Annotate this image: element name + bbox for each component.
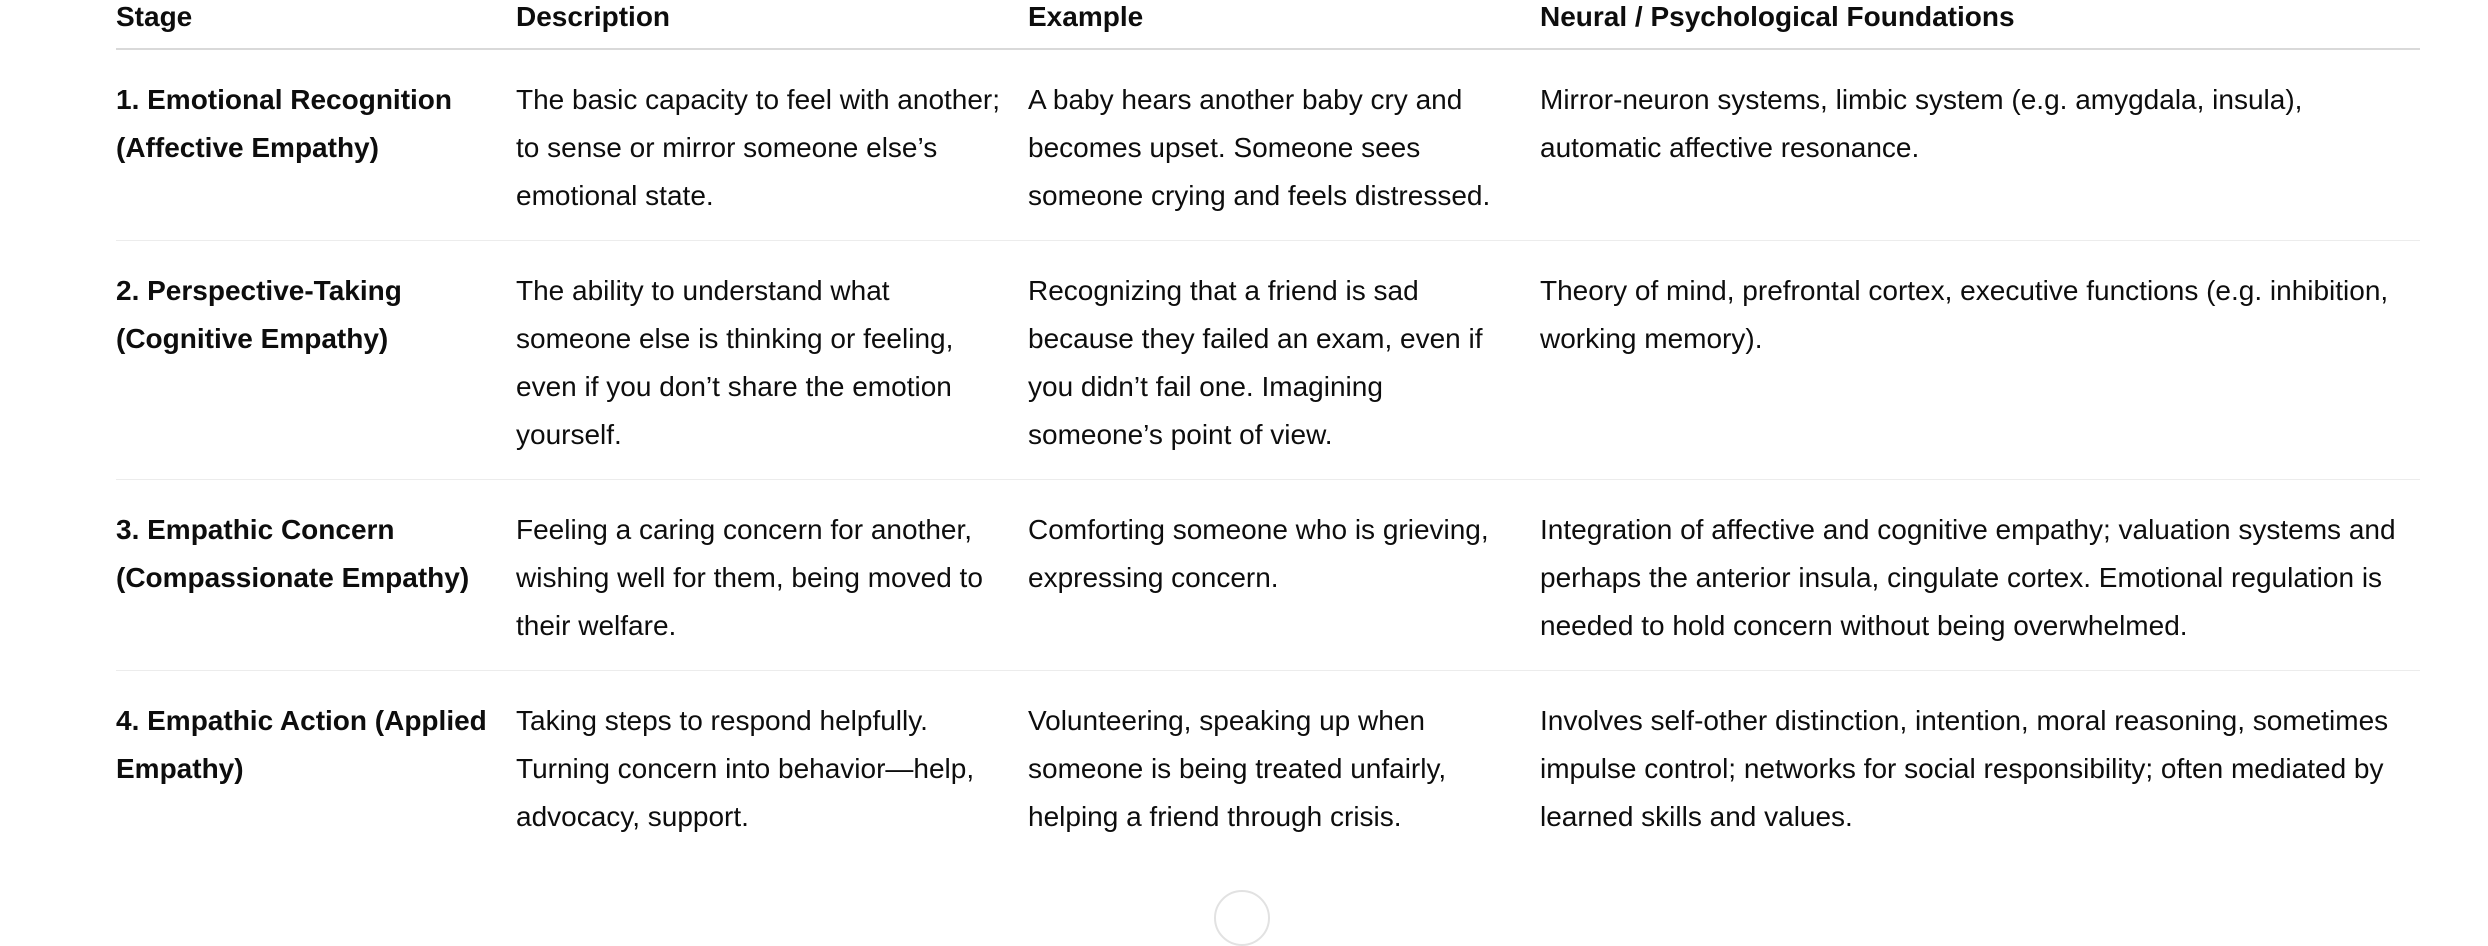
cell-description: The basic capacity to feel with another; to sense or mirror someone else’s emotional state. [516,49,1028,241]
cell-stage: 4. Empathic Action (Applied Empathy) [116,705,487,784]
header-description: Description [516,0,1028,49]
cell-example: Comforting someone who is grieving, expressing concern. [1028,480,1540,671]
table-row [116,241,2420,480]
header-example: Example [1028,0,1540,49]
empathy-stages-table [116,0,2420,861]
cell-example: Volunteering, speaking up when someone is being treated unfairly, helping a friend through crisis. [1028,705,1447,832]
header-stage: Stage [116,0,516,49]
cell-foundations: Integration of affective and cognitive empathy; valuation systems and perhaps the anterior insula, cingulate cortex. Emotional regulation is needed to hold concern without being overwhelmed. [1540,480,2420,671]
header-row [116,0,2420,49]
cell-stage: 1. Emotional Recognition (Affective Empathy) [116,49,516,241]
empathy-stages-table-container [116,0,2420,861]
cell-description: Feeling a caring concern for another, wishing well for them, being moved to their welfare. [516,480,1028,671]
cell-stage: 3. Empathic Concern (Compassionate Empathy) [116,480,516,671]
cell-foundations: Involves self-other distinction, intention, moral reasoning, sometimes impulse control; networks for social responsibility; often mediated by learned skills and values. [1540,705,2389,832]
table-header [116,0,2420,49]
table-row [116,480,2420,671]
table-row [116,49,2420,241]
table-row [116,671,2420,862]
header-foundations: Neural / Psychological Foundations [1540,0,2420,49]
cell-example: Recognizing that a friend is sad because they failed an exam, even if you didn’t fail one. Imagining someone’s point of view. [1028,241,1540,480]
cell-description: Taking steps to respond helpfully. Turning concern into behavior—help, advocacy, support. [516,705,975,832]
cell-stage: 2. Perspective-Taking (Cognitive Empathy) [116,241,516,480]
cell-example: A baby hears another baby cry and becomes upset. Someone sees someone crying and feels distressed. [1028,49,1540,241]
cell-foundations: Theory of mind, prefrontal cortex, executive functions (e.g. inhibition, working memory). [1540,241,2420,480]
table-body [116,49,2420,861]
cell-description: The ability to understand what someone else is thinking or feeling, even if you don’t share the emotion yourself. [516,241,1028,480]
cell-foundations: Mirror-neuron systems, limbic system (e.g. amygdala, insula), automatic affective resonance. [1540,49,2420,241]
scroll-down-button[interactable] [1214,890,1270,946]
